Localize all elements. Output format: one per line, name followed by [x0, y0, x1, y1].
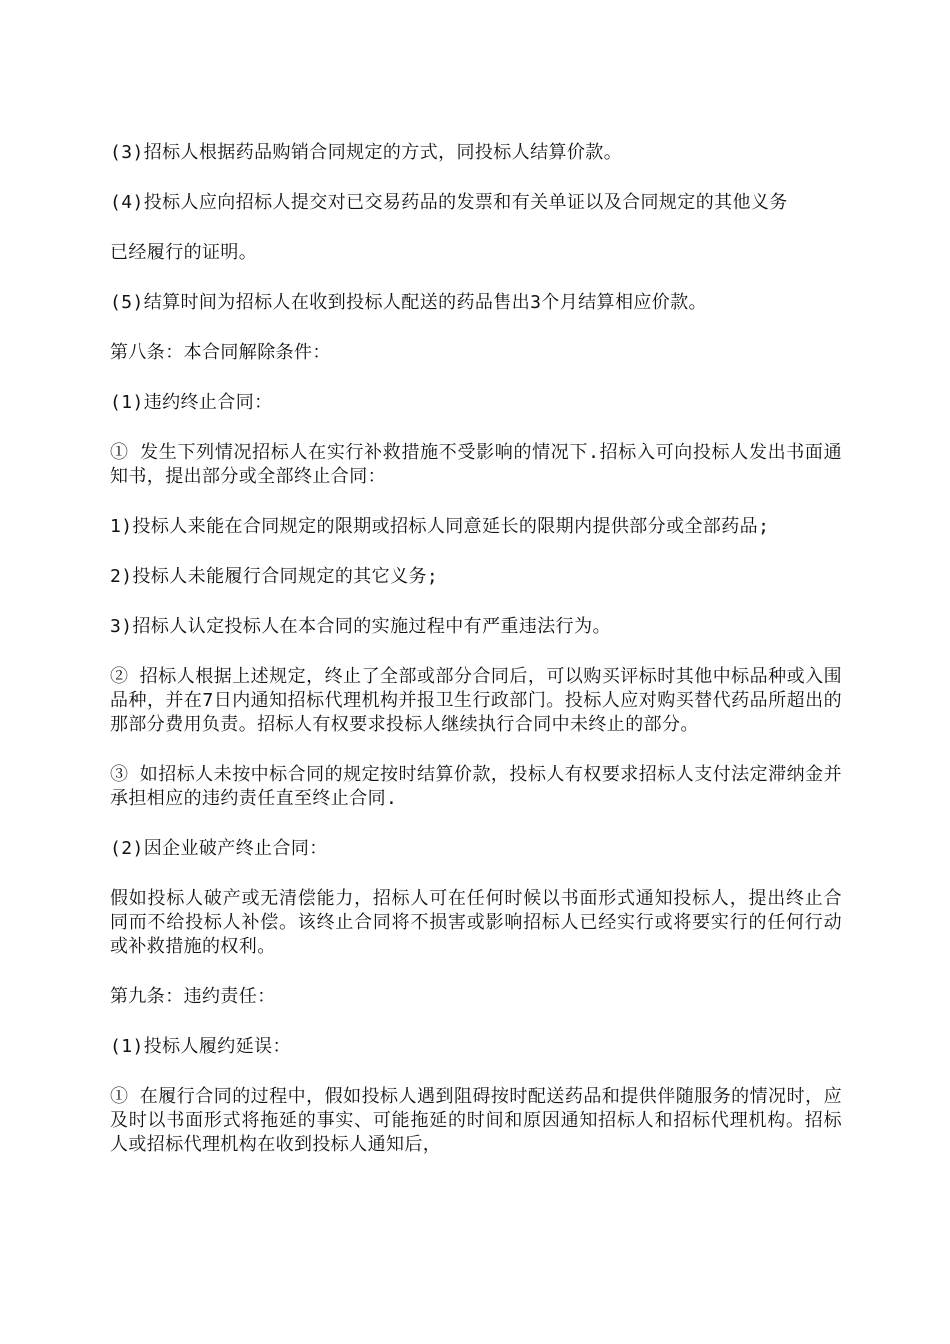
paragraph-termination-notice: ① 发生下列情况招标人在实行补救措施不受影响的情况下.招标入可向投标人发出书面通知书，提出部分或全部终止合同：	[110, 442, 842, 487]
paragraph-replacement-purchase: ② 招标人根据上述规定，终止了全部或部分合同后，可以购买评标时其他中标品种或入围品种，并在7日内通知招标代理机构并报卫生行政部门。投标人应对购买替代药品所超出的那部分费用负责。招标人有权要求投标人继续执行合同中未终止的部分。	[110, 666, 842, 735]
subheading-breach-termination: (1)违约终止合同：	[110, 392, 273, 413]
subheading-performance-delay: (1)投标人履约延误：	[110, 1036, 291, 1057]
paragraph-delay-notice: ① 在履行合同的过程中，假如投标人遇到阻碍按时配送药品和提供伴随服务的情况时，应及时以书面形式将拖延的事实、可能拖延的时间和原因通知招标人和招标代理机构。招标人或招标代理机构在收到投标人通知后，	[110, 1086, 842, 1155]
list-item-3: 3)招标人认定投标人在本合同的实施过程中有严重违法行为。	[110, 616, 611, 637]
paragraph-late-payment: ③ 如招标人未按中标合同的规定按时结算价款，投标人有权要求招标人支付法定滞纳金并承担相应的违约责任直至终止合同.	[110, 764, 842, 809]
paragraph-proof-of-performance: 已经履行的证明。	[110, 242, 258, 263]
heading-article-8: 第八条：本合同解除条件：	[110, 342, 331, 363]
list-item-2: 2)投标人未能履行合同规定的其它义务;	[110, 566, 439, 587]
list-item-1: 1)投标人来能在合同规定的限期或招标人同意延长的限期内提供部分或全部药品;	[110, 516, 770, 537]
paragraph-settlement-method: (3)招标人根据药品购销合同规定的方式，同投标人结算价款。	[110, 142, 623, 163]
document-body	[110, 141, 842, 1183]
paragraph-invoice-obligation: (4)投标人应向招标人提交对已交易药品的发票和有关单证以及合同规定的其他义务	[110, 192, 788, 213]
subheading-bankruptcy-termination: (2)因企业破产终止合同：	[110, 838, 328, 859]
paragraph-settlement-time: (5)结算时间为招标人在收到投标人配送的药品售出3个月结算相应价款。	[110, 292, 707, 313]
heading-article-9: 第九条：违约责任：	[110, 986, 276, 1007]
paragraph-bankruptcy: 假如投标人破产或无清偿能力，招标人可在任何时候以书面形式通知投标人，提出终止合同而不给投标人补偿。该终止合同将不损害或影响招标人已经实行或将要实行的任何行动或补救措施的权利。	[110, 888, 842, 957]
